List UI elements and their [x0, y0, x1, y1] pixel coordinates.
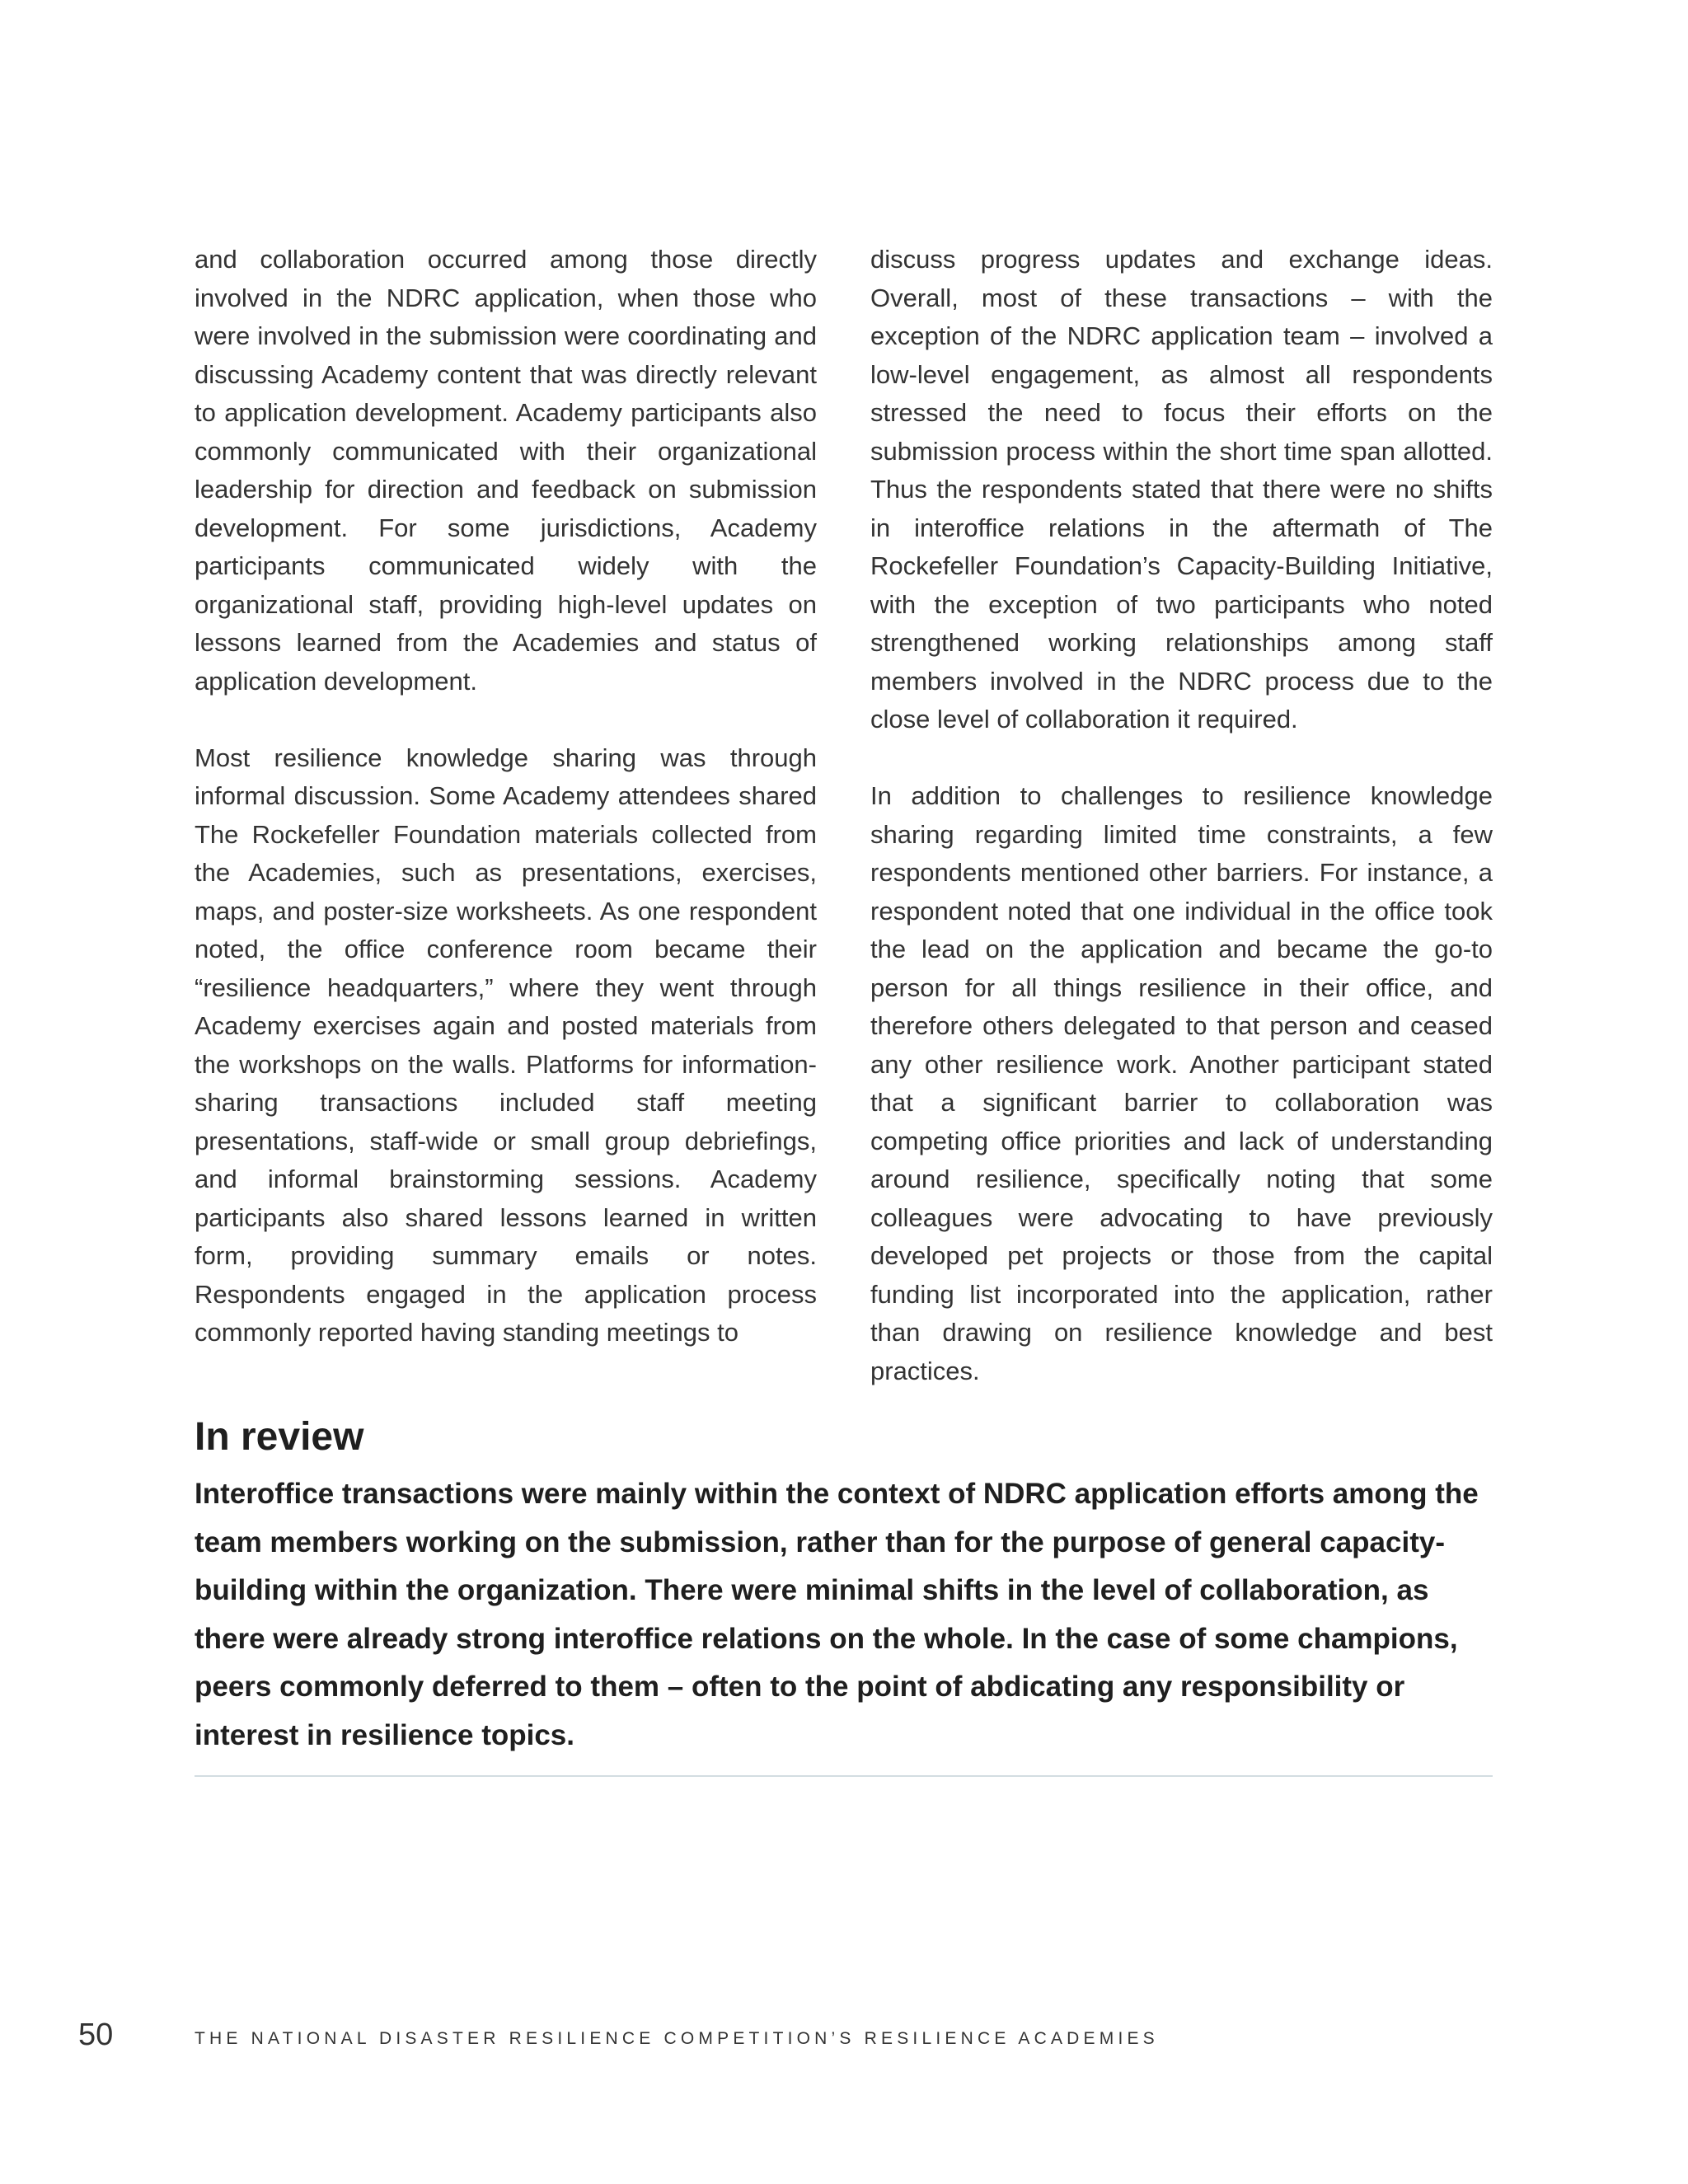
section-heading: In review	[195, 1415, 364, 1459]
review-summary: Interoffice transactions were mainly within the context of NDRC application efforts among the team members working on the submission, rather than for the purpose of general capacity-building within the organization. There were minimal shifts in the level of collaboration, as there were already strong interoffice relations on the whole. In the case of some champions, peers commonly deferred to them – often to the point of abdicating any responsibility or interest in resilience topics.	[195, 1478, 1479, 1751]
body-paragraph: Most resilience knowledge sharing was through informal discussion. Some Academy attendees shared The Rockefeller Foundation materials collected from the Academies, such as presentations, exercises, maps, and poster-size worksheets. As one respondent noted, the office conference room became their “resilience headquarters,” where they went through Academy exercises again and posted materials from the workshops on the walls. Platforms for information-sharing transactions included staff meeting presentations, staff-wide or small group debriefings, and informal brainstorming sessions. Academy participants also shared lessons learned in written form, providing summary emails or notes. Respondents engaged in the application process commonly reported having standing meetings to	[195, 743, 817, 1347]
running-footer-title: THE NATIONAL DISASTER RESILIENCE COMPETITION’S RESILIENCE ACADEMIES	[195, 2029, 1159, 2048]
body-paragraph: In addition to challenges to resilience knowledge sharing regarding limited time constraints, a few respondents mentioned other barriers. For instance, a respondent noted that one individual in the office took the lead on the application and became the go-to person for all things resilience in their office, and therefore others delegated to that person and ceased any other resilience work. Another participant stated that a significant barrier to collaboration was competing office priorities and lack of understanding around resilience, specifically noting that some colleagues were advocating to have previously developed pet projects or those from the capital funding list incorporated into the application, rather than drawing on resilience knowledge and best practices.	[870, 781, 1493, 1385]
in-review-section	[195, 1413, 1493, 1760]
body-paragraph: discuss progress updates and exchange ideas. Overall, most of these transactions – with the exception of the NDRC application team – involved a low-level engagement, as almost all respondents stressed the need to focus their efforts on the submission process within the short time span allotted. Thus the respondents stated that there were no shifts in interoffice relations in the aftermath of The Rockefeller Foundation’s Capacity-Building Initiative, with the exception of two participants who noted strengthened working relationships among staff members involved in the NDRC process due to the close level of collaboration it required.	[870, 245, 1493, 733]
right-text-column	[870, 241, 1493, 1390]
section-divider	[195, 1775, 1493, 1777]
page-number: 50	[78, 2018, 114, 2052]
left-text-column	[195, 241, 817, 1352]
body-paragraph: and collaboration occurred among those directly involved in the NDRC application, when those who were involved in the submission were coordinating and discussing Academy content that was directly relevant to application development. Academy participants also commonly communicated with their organizational leadership for direction and feedback on submission development. For some jurisdictions, Academy participants communicated widely with the organizational staff, providing high-level updates on lessons learned from the Academies and status of application development.	[195, 245, 817, 696]
